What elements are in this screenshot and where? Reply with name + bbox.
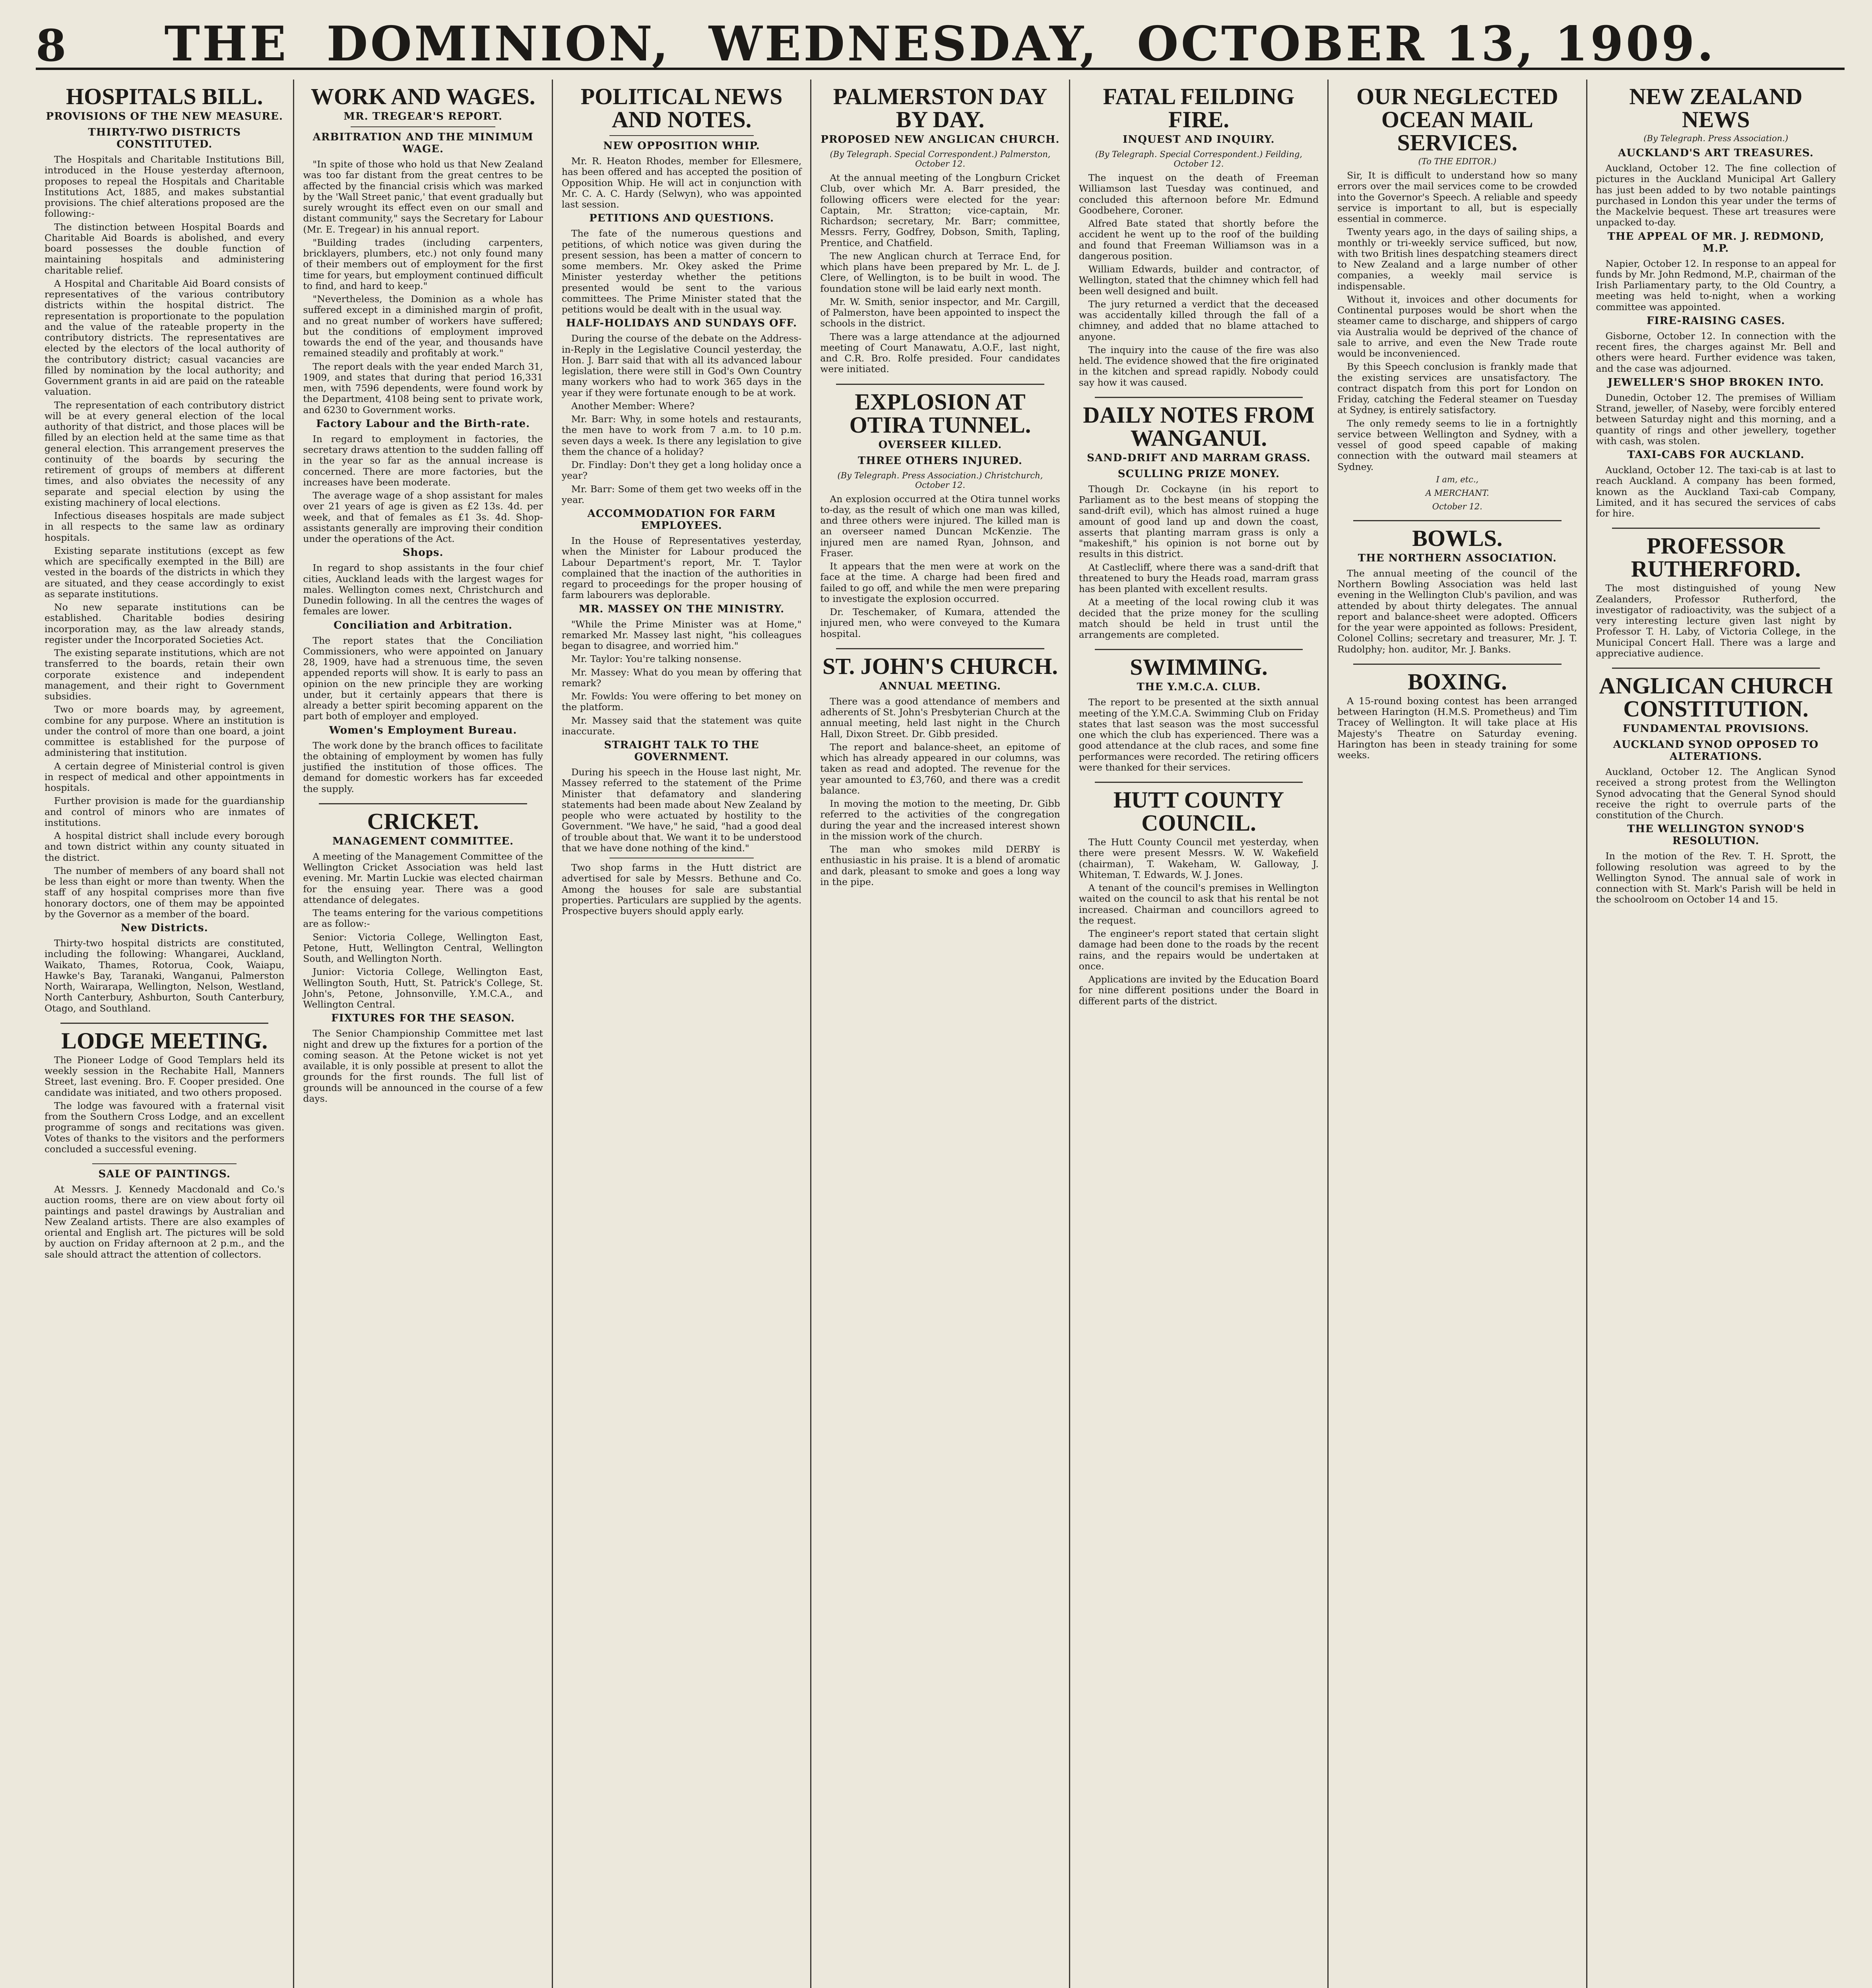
article-subhead: AUCKLAND SYNOD OPPOSED TO ALTERATIONS. [1613,739,1819,763]
paragraph: Gisborne, October 12. In connection with the recent fires, the charges against Mr. Bell and others were heard. Further evidence was taken, and the case was adjourned. [1596,330,1836,374]
paragraph: Dunedin, October 12. The premises of William Strand, jeweller, of Naseby, were forcibly entered between Saturday night and this morning, and a quantity of rings and other jewellery, together with cash, was stolen. [1596,392,1836,447]
divider [836,384,1044,385]
signature: A MERCHANT. [1425,488,1489,498]
paragraph: Junior: Victoria College, Wellington East, Wellington South, Hutt, St. Patrick's College, St. John's, Petone, Johnsonville, Y.M.C.A., and Wellington Central. [303,966,543,1010]
wanganui-article [1079,404,1319,641]
section-subhead: Factory Labour and the Birth-rate. [316,417,530,430]
column-6 [1327,80,1586,1988]
otira-article [820,390,1060,639]
paragraph: The report and balance-sheet, an epitome of which has already appeared in our columns, was taken as read and adopted. The revenue for the year amounted to £3,760, and there was a credit balance. [820,741,1060,796]
byline: (To THE EDITOR.) [1418,157,1497,166]
divider [1095,782,1303,783]
paragraph: At Messrs. J. Kennedy Macdonald and Co.'s auction rooms, there are on view about forty oil paintings and pastel drawings by Australian and New Zealand artists. There are also examples of oriental and English art. The pictures will be sold by auction on Friday afternoon at 2 p.m., and the sale should attract the attention of collectors. [45,1184,285,1260]
paragraph: No new separate institutions can be established. Charitable bodies desiring incorporation may, as the law already stands, register under the Incorporated Societies Act. [45,602,285,645]
paragraph: Mr. Barr: Why, in some hotels and restaurants, the men have to work from 7 a.m. to 10 p.m. seven days a week. Is there any legislation to give them the chance of a holiday? [561,414,802,457]
palmerston-article [820,85,1060,375]
article-subhead: THREE OTHERS INJURED. [857,454,1022,467]
paragraph: Mr. W. Smith, senior inspector, and Mr. Cargill, of Palmerston, have been appointed to inspect the schools in the district. [820,296,1060,329]
article-subhead: FUNDAMENTAL PROVISIONS. [1623,723,1809,735]
article-headline: DAILY NOTES FROM WANGANUI. [1083,402,1315,451]
column-3 [552,80,810,1988]
feilding-fire-article [1079,85,1319,388]
paragraph: Mr. R. Heaton Rhodes, member for Ellesmere, has been offered and has accepted the position of Opposition Whip. He will act in conjunction with Mr. C. A. C. Hardy (Selwyn), who was appointed last session. [561,155,802,210]
paragraph: William Edwards, builder and contractor, of Wellington, stated that the chimney which fell had been well designed and built. [1079,264,1319,297]
paragraph: Thirty-two hospital districts are constituted, including the following: Whangarei, Auckland, Waikato, Thames, Rotorua, Cook, Waiapu, Hawke's Bay, Taranaki, Wanganui, Palmerston North, Wairarapa, Wellington, Nelson, Westland, North Canterbury, Ashburton, South Canterbury, Otago, and Southland. [45,938,285,1014]
title-main: DOMINION, [326,16,671,72]
paragraph: Dr. Teschemaker, of Kumara, attended the injured men, who were conveyed to the Kumara hospital. [820,606,1060,639]
divider [1612,668,1820,669]
article-subhead: MANAGEMENT COMMITTEE. [332,835,514,847]
divider [609,135,754,136]
column-1 [36,80,293,1988]
article-subhead: TAXI-CABS FOR AUCKLAND. [1627,449,1805,461]
article-headline: CRICKET. [367,808,479,834]
divider [351,126,495,127]
article-subhead: STRAIGHT TALK TO THE GOVERNMENT. [604,739,759,763]
hutt-article [1079,788,1319,1007]
section-subhead: Women's Employment Bureau. [329,724,517,736]
article-subhead: OVERSEER KILLED. [878,439,1002,451]
section-subhead: New Districts. [120,922,208,934]
article-headline: BOXING. [1407,668,1507,695]
paragraph: The report states that the Conciliation Commissioners, who were appointed on January 28, 1909, have had a strenuous time, the seven appended reports will show. It is early to pass an opinion on the new principle they are working under, but it certainly appears that there is already a better spirit becoming apparent on the part both of employer and employed. [303,635,543,722]
paragraph: During the course of the debate on the Address-in-Reply in the Legislative Council yesterday, the Hon. J. Barr said that with all its advanced labour legislation, there were still in God's Own Country many workers who had to work 365 days in the year if they were fortunate enough to be at work. [561,333,802,398]
column-2 [293,80,551,1988]
divider [1353,520,1561,521]
paragraph: Sir, It is difficult to understand how so many errors over the mail services come to be crowded into the Governor's Speech. A reliable and speedy service is important to all, but is especially essential in commerce. [1337,170,1577,224]
paragraph: The representation of each contributory district will be at every general election of the local authority of that district, and those places will be filled by an election held at the same time as that general election. This arrangement preserves the continuity of the boards by securing the retirement of groups of members at different times, and also obviates the necessity of any separate and special election by using the existing machinery of local elections. [45,399,285,508]
article-headline: ST. JOHN'S CHURCH. [823,653,1058,679]
paragraph: The distinction between Hospital Boards and Charitable Aid Boards is abolished, and every board possesses the double function of maintaining hospitals and administering charitable relief. [45,221,285,276]
paragraph: The report deals with the year ended March 31, 1909, and states that during that period 16,331 men, with 7596 dependents, were found work by the Department, 4108 being sent to private work, and 6230 to Government works. [303,361,543,415]
divider [1095,397,1303,398]
paragraph: The report to be presented at the sixth annual meeting of the Y.M.C.A. Swimming Club on Friday states that last season was the most successful one which the club has experienced. There was a good attendance at the club races, and some fine performances were recorded. The retiring officers were thanked for their services. [1079,697,1319,773]
paragraph: The teams entering for the various competitions are as follow:- [303,907,543,930]
paragraph: At the annual meeting of the Longburn Cricket Club, over which Mr. A. Barr presided, the following officers were elected for the year: Captain, Mr. Stratton; vice-captain, Mr. Richardson; secretary, Mr. Barr; committee, Messrs. Ferry, Godfrey, Dobson, Smith, Tapling, Prentice, and Chatfield. [820,172,1060,248]
article-headline: EXPLOSION AT OTIRA TUNNEL. [849,388,1031,438]
divider [1095,649,1303,650]
article-subhead: JEWELLER'S SHOP BROKEN INTO. [1608,376,1824,388]
divider [92,1163,237,1164]
article-subhead: AUCKLAND'S ART TREASURES. [1618,147,1814,159]
paragraph: Mr. Barr: Some of them get two weeks off in the year. [561,483,802,505]
article-subhead: ARBITRATION AND THE MINIMUM WAGE. [312,131,533,155]
title-prefix: THE [164,16,289,72]
byline: (By Telegraph. Special Correspondent.) Palmerston, October 12. [830,149,1051,169]
article-headline: FATAL FEILDING FIRE. [1103,83,1295,132]
paragraph: Another Member: Where? [571,400,695,412]
nz-news-article [1596,85,1836,519]
article-subhead: SALE OF PAINTINGS. [98,1168,231,1180]
paragraph: Twenty years ago, in the days of sailing ships, a monthly or tri-weekly service sufficed, but now, with two British lines despatching steamers direct to New Zealand and a large number of other companies, a weekly mail service is indispensable. [1337,226,1577,292]
paragraph: The inquest on the death of Freeman Williamson last Tuesday was continued, and concluded this afternoon before Mr. Edmund Goodbehere, Coroner. [1079,172,1319,216]
article-subhead: THE Y.M.C.A. CLUB. [1137,681,1261,693]
lodge-article [45,1029,284,1155]
paragraph: In the motion of the Rev. T. H. Sprott, the following resolution was agreed to by the Wellington Synod. The annual sale of work in connection with St. Mark's Parish will be held in the schoolroom on October 14 and 15. [1596,850,1836,905]
paragraph: There was a large attendance at the adjourned meeting of Court Manawatu, A.O.F., last night, and C.R. Bro. Rolfe presided. Four candidates were initiated. [820,331,1060,375]
paragraph: A meeting of the Management Committee of the Wellington Cricket Association was held last evening. Mr. Martin Luckie was elected chairman for the ensuing year. There was a good attendance of delegates. [303,850,543,905]
work-wages-article [303,85,543,794]
article-headline: BOWLS. [1412,525,1503,551]
paragraph: Two shop farms in the Hutt district are advertised for sale by Messrs. Bethune and Co. Among the houses for sale are substantial properties. Particulars are supplied by the agents. Prospective buyers should apply early. [561,862,802,916]
paragraph: The average wage of a shop assistant for males over 21 years of age is given as £2 13s. 4d. per week, and that of females as £1 3s. 4d. Shop-assistants generally are improving their condition under the operations of the Act. [303,490,543,544]
rutherford-article [1596,534,1836,659]
article-subhead: PROVISIONS OF THE NEW MEASURE. [46,111,283,122]
paragraph: Applications are invited by the Education Board for nine different positions under the Board in different parts of the district. [1079,974,1319,1007]
paragraph: The Pioneer Lodge of Good Templars held its weekly session in the Rechabite Hall, Manners Street, last evening. Bro. F. Cooper presided. One candidate was initiated, and two others proposed. [45,1054,285,1098]
paragraph: Senior: Victoria College, Wellington East, Petone, Hutt, Wellington Central, Wellington South, and Wellington North. [303,931,543,964]
paragraph: Mr. Fowlds: You were offering to bet money on the platform. [561,691,802,713]
article-subhead: PETITIONS AND QUESTIONS. [589,212,774,225]
article-headline: PROFESSOR RUTHERFORD. [1631,533,1801,582]
paragraph: Auckland, October 12. The fine collection of pictures in the Auckland Municipal Art Gallery has just been added to by two notable paintings purchased in London this year under the terms of the Mackelvie bequest. These art treasures were unpacked to-day. [1596,163,1836,228]
article-subhead: SAND-DRIFT AND MARRAM GRASS. [1087,452,1311,464]
article-subhead: THIRTY-TWO DISTRICTS CONSTITUTED. [88,126,241,150]
section-subhead: Shops. [402,547,444,559]
paragraph: Without it, invoices and other documents for Continental purposes would be short when the steamer came to discharge, and shippers of cargo via Australia would be deprived of the chance of sale to arrive, and even the New Trade route would be inconvenienced. [1337,293,1577,359]
column-4 [810,80,1069,1988]
title-date: OCTOBER 13, 1909. [1137,16,1716,72]
article-headline: ANGLICAN CHURCH CONSTITUTION. [1599,673,1833,722]
article-headline: WORK AND WAGES. [310,83,535,109]
paragraph: The work done by the branch offices to facilitate the obtaining of employment by women has fully justified the institution of those offices. The demand for domestic workers has far exceeded the supply. [303,740,543,794]
st-johns-article [820,655,1060,887]
article-subhead: SCULLING PRIZE MONEY. [1117,468,1280,480]
article-subhead: ANNUAL MEETING. [879,680,1001,692]
paragraph: Alfred Bate stated that shortly before the accident he went up to the roof of the building and found that Freeman Williamson was in a dangerous position. [1079,218,1319,262]
anglican-article [1596,674,1836,905]
paragraph: The fate of the numerous questions and petitions, of which notice was given during the present session, has been a matter of concern to some members. Mr. Okey asked the Prime Minister yesterday whether the petitions presented would be sent to the various committees. The Prime Minister stated that the petitions would be dealt with in the usual way. [561,228,802,315]
paragraph: Dr. Findlay: Don't they get a long holiday once a year? [561,459,802,481]
paragraph: The most distinguished of young New Zealanders, Professor Rutherford, the investigator of radioactivity, was the subject of a very interesting lecture given last night by Professor T. H. Laby, of Victoria College, in the Municipal Concert Hall. There was a large and appreciative audience. [1596,582,1836,659]
paragraph: The only remedy seems to lie in a fortnightly service between Wellington and Sydney, with a vessel of good speed capable of making connection with the outward mail steamers at Sydney. [1337,417,1577,472]
sale-article [45,1168,284,1260]
paragraph: The engineer's report stated that certain slight damage had been done to the roads by the recent rains, and the repairs would be undertaken at once. [1079,928,1319,972]
section-subhead: Conciliation and Arbitration. [334,619,513,631]
paragraph: The inquiry into the cause of the fire was also held. The evidence showed that the fire originated in the kitchen and spread rapidly. Nobody could say how it was caused. [1079,344,1319,388]
paragraph: Existing separate institutions (except as few which are specifically exempted in the Bill) are vested in the boards of the districts in which they are situated, and they cease accordingly to exist as separate institutions. [45,545,285,600]
bowls-article [1337,527,1577,655]
article-headline: SWIMMING. [1130,654,1268,680]
paragraph: Infectious diseases hospitals are made subject in all respects to the same law as ordinary hospitals. [45,510,285,543]
column-7 [1586,80,1845,1988]
signoff: I am, etc., [1436,474,1479,484]
article-subhead: MR. MASSEY ON THE MINISTRY. [578,603,785,615]
page-number: 8 [36,20,66,71]
byline: (By Telegraph. Press Association.) Christchurch, October 12. [837,470,1043,490]
paragraph: There was a good attendance of members and adherents of St. John's Presbyterian Church at the annual meeting, held last night in the Church Hall, Dixon Street. Dr. Gibb presided. [820,695,1060,740]
article-headline: HUTT COUNTY COUNCIL. [1113,787,1284,836]
paragraph: A 15-round boxing contest has been arranged between Harington (H.M.S. Prometheus) and Tim Tracey of Wellington. It will take place at His Majesty's Theatre on Saturday evening. Harington has been in steady training for some weeks. [1337,695,1577,761]
paragraph: "In spite of those who hold us that New Zealand was too far distant from the great centres to be affected by the financial crisis which was marked by the 'Wall Street panic,' that event gradually but surely wrought its effect even on our small and distant community," says the Secretary for Labour (Mr. E. Tregear) in his annual report. [303,159,543,235]
article-subhead: ACCOMMODATION FOR FARM EMPLOYEES. [587,508,776,532]
article-subhead: THE NORTHERN ASSOCIATION. [1358,552,1557,564]
paper-title [36,16,1845,72]
paragraph: In regard to employment in factories, the secretary draws attention to the sudden falling off in the year so far as the annual increase is concerned. There are more factories, but the increases have been moderate. [303,433,543,488]
byline: (By Telegraph. Press Association.) [1643,134,1789,143]
paragraph: In regard to shop assistants in the four chief cities, Auckland leads with the largest wages for males. Wellington comes next, Christchurch and Dunedin following. In all the centres the wages of females are lower. [303,562,543,617]
article-subhead: FIRE-RAISING CASES. [1646,315,1785,327]
divider [1612,528,1820,529]
paragraph: By this Speech conclusion is frankly made that the existing services are unsatisfactory. The contract dispatch from this port for London on Friday, catching the Federal steamer on Tuesday at Sydney, is entirely satisfactory. [1337,361,1577,416]
divider [836,648,1044,649]
column-5 [1069,80,1327,1988]
article-headline: POLITICAL NEWS AND NOTES. [580,83,783,132]
paragraph: Though Dr. Cockayne (in his report to Parliament as to the best means of stopping the sand-drift evil), which has almost ruined a huge amount of good land up and down the coast, asserts that planting marram grass is only a "makeshift," his opinion is not borne out by results in this district. [1079,483,1319,560]
article-headline: HOSPITALS BILL. [66,83,263,109]
article-headline: NEW ZEALAND NEWS [1629,83,1803,132]
article-headline: OUR NEGLECTED OCEAN MAIL SERVICES. [1356,83,1558,155]
paragraph: Auckland, October 12. The taxi-cab is at last to reach Auckland. A company has been formed, known as the Auckland Taxi-cab Company, Limited, and it has secured the services of cabs for hire. [1596,464,1836,519]
article-subhead: NEW OPPOSITION WHIP. [603,140,760,152]
paragraph: During his speech in the House last night, Mr. Massey referred to the statement of the Prime Minister that defamatory and slandering statements had been made about New Zealand by people who were actuated by hostility to the Government. "We have," he said, "had a good deal of trouble about that. We want it to be understood that we have done nothing of the kind." [561,767,802,854]
article-headline: LODGE MEETING. [61,1027,268,1054]
cricket-article [303,810,543,1104]
swimming-article [1079,656,1319,773]
article-subhead: PROPOSED NEW ANGLICAN CHURCH. [821,134,1060,146]
divider [319,803,527,804]
paragraph: Mr. Massey said that the statement was quite inaccurate. [561,714,802,737]
paragraph: The annual meeting of the council of the Northern Bowling Association was held last evening in the Wellington Club's pavilion, and was attended by about thirty delegates. The annual report and balance-sheet were adopted. Officers for the year were appointed as follows: President, Colonel Collins; secretary and treasurer, Mr. J. T. Rudolphy; hon. auditor, Mr. J. Banks. [1337,567,1577,655]
paragraph: In moving the motion to the meeting, Dr. Gibb referred to the activities of the congregation during the year and the increased interest shown in the mission work of the church. [820,798,1060,842]
paragraph: Mr. Massey: What do you mean by offering that remark? [561,666,802,689]
article-subhead: THE WELLINGTON SYNOD'S RESOLUTION. [1627,823,1805,847]
paragraph: "Building trades (including carpenters, bricklayers, plumbers, etc.) not only found many of their members out of employment for the first time for years, but employment continued difficult to find, and hard to keep." [303,237,543,291]
divider [1353,664,1561,665]
title-day: WEDNESDAY, [708,16,1099,72]
byline: (By Telegraph. Special Correspondent.) Feilding, October 12. [1095,149,1302,169]
columns [36,80,1845,1988]
paragraph: The Senior Championship Committee met last night and drew up the fixtures for a portion of the coming season. At the Petone wicket is not yet available, it is only possible at present to allot the grounds for the first rounds. The full list of grounds will be announced in the course of a few days. [303,1028,543,1104]
paragraph: It appears that the men were at work on the face at the time. A charge had been fired and failed to go off, and while the men were preparing to investigate the explosion occurred. [820,561,1060,604]
masthead [36,12,1845,70]
article-headline: PALMERSTON DAY BY DAY. [833,83,1048,132]
paragraph: Auckland, October 12. The Anglican Synod received a strong protest from the Wellington Synod advocating that the General Synod should receive the right to overrule parts of the constitution of the Church. [1596,766,1836,821]
paragraph: The existing separate institutions, which are not transferred to the boards, retain their own corporate existence and independent management, and their right to Government subsidies. [45,647,285,702]
paragraph: The number of members of any board shall not be less than eight or more than twenty. When the staff of any hospital comprises more than five honorary doctors, one of them may be appointed by the Governor as a member of the board. [45,865,285,920]
article-subhead: HALF-HOLIDAYS AND SUNDAYS OFF. [566,317,797,330]
paragraph: A tenant of the council's premises in Wellington waited on the council to ask that his rental be not increased. Chairman and councillors agreed to the request. [1079,882,1319,926]
paragraph: "Nevertheless, the Dominion as a whole has suffered except in a diminished margin of profit, and no great number of workers have suffered; but the conditions of employment improved towards the end of the year, and thousands have remained steadily and profitably at work." [303,293,543,359]
paragraph: A hospital district shall include every borough and town district within any county situated in the district. [45,830,285,863]
letter-date: October 12. [1432,501,1482,511]
political-article [562,85,801,916]
paragraph: Mr. Taylor: You're talking nonsense. [571,653,742,665]
article-subhead: MR. TREGEAR'S REPORT. [343,111,502,122]
hospitals-article [45,85,284,1014]
paragraph: At Castlecliff, where there was a sand-drift that threatened to bury the Heads road, marram grass has been planted with excellent results. [1079,561,1319,594]
paragraph: "While the Prime Minister was at Home," remarked Mr. Massey last night, "his colleagues began to disagree, and worried him." [561,618,802,651]
paragraph: A Hospital and Charitable Aid Board consists of representatives of the various contributory districts within the hospital district. The representation is proportionate to the population and the value of the rateable property in the contributory districts. The representatives are elected by the electors of the local authority of the contributory district; casual vacancies are filled by nomination by the local authority; and Government grants in aid are paid on the rateable valuation. [45,278,285,398]
article-subhead: THE APPEAL OF MR. J. REDMOND, M.P. [1607,230,1824,254]
paragraph: An explosion occurred at the Otira tunnel works to-day, as the result of which one man was killed, and three others were injured. The killed man is an overseer named Duncan McKenzie. The injured men are named Ryan, Johnson, and Fraser. [820,493,1060,559]
mail-services-article [1337,85,1577,511]
paragraph: The Hutt County Council met yesterday, when there were present Messrs. W. W. Wakefield (chairman), T. Wakeham, W. Galloway, J. Whiteman, T. Edwards, W. J. Jones. [1079,837,1319,880]
paragraph: A certain degree of Ministerial control is given in respect of medical and other appointments in hospitals. [45,760,285,793]
boxing-article [1337,670,1577,761]
paragraph: The new Anglican church at Terrace End, for which plans have been prepared by Mr. L. de J. Clere, of Wellington, is to be built in wood. The foundation stone will be laid early next month. [820,250,1060,294]
section-subhead: FIXTURES FOR THE SEASON. [331,1012,515,1025]
paragraph: The Hospitals and Charitable Institutions Bill, introduced in the House yesterday afternoon, proposes to repeal the Hospitals and Charitable Institutions Act, 1885, and makes substantial provisions. The chief alterations proposed are the following:- [45,154,285,219]
paragraph: At a meeting of the local rowing club it was decided that the prize money for the sculling match should be held in trust until the arrangements are completed. [1079,596,1319,640]
paragraph: The jury returned a verdict that the deceased was accidentally killed through the fall of a chimney, and added that no blame attached to anyone. [1079,298,1319,342]
paragraph: The lodge was favoured with a fraternal visit from the Southern Cross Lodge, and an excellent programme of songs and recitations was given. Votes of thanks to the visitors and the performers concluded a successful evening. [45,1100,285,1155]
paragraph: In the House of Representatives yesterday, when the Minister for Labour produced the Labour Department's report, Mr. T. Taylor complained that the inaction of the authorities in regard to proceedings for the proper housing of farm labourers was deplorable. [561,535,802,601]
paragraph: The man who smokes mild DERBY is enthusiastic in his praise. It is a blend of aromatic and dark, pleasant to smoke and goes a long way in the pipe. [820,844,1060,887]
divider [60,1023,268,1024]
article-subhead: INQUEST AND INQUIRY. [1123,134,1275,146]
paragraph: Further provision is made for the guardianship and control of minors who are inmates of institutions. [45,795,285,828]
paragraph: Napier, October 12. In response to an appeal for funds by Mr. John Redmond, M.P., chairman of the Irish Parliamentary party, to the Old Country, a meeting was held to-night, when a working committee was appointed. [1596,258,1836,313]
paragraph: Two or more boards may, by agreement, combine for any purpose. Where an institution is under the control of more than one board, a joint committee is established for the purpose of administering that institution. [45,704,285,759]
